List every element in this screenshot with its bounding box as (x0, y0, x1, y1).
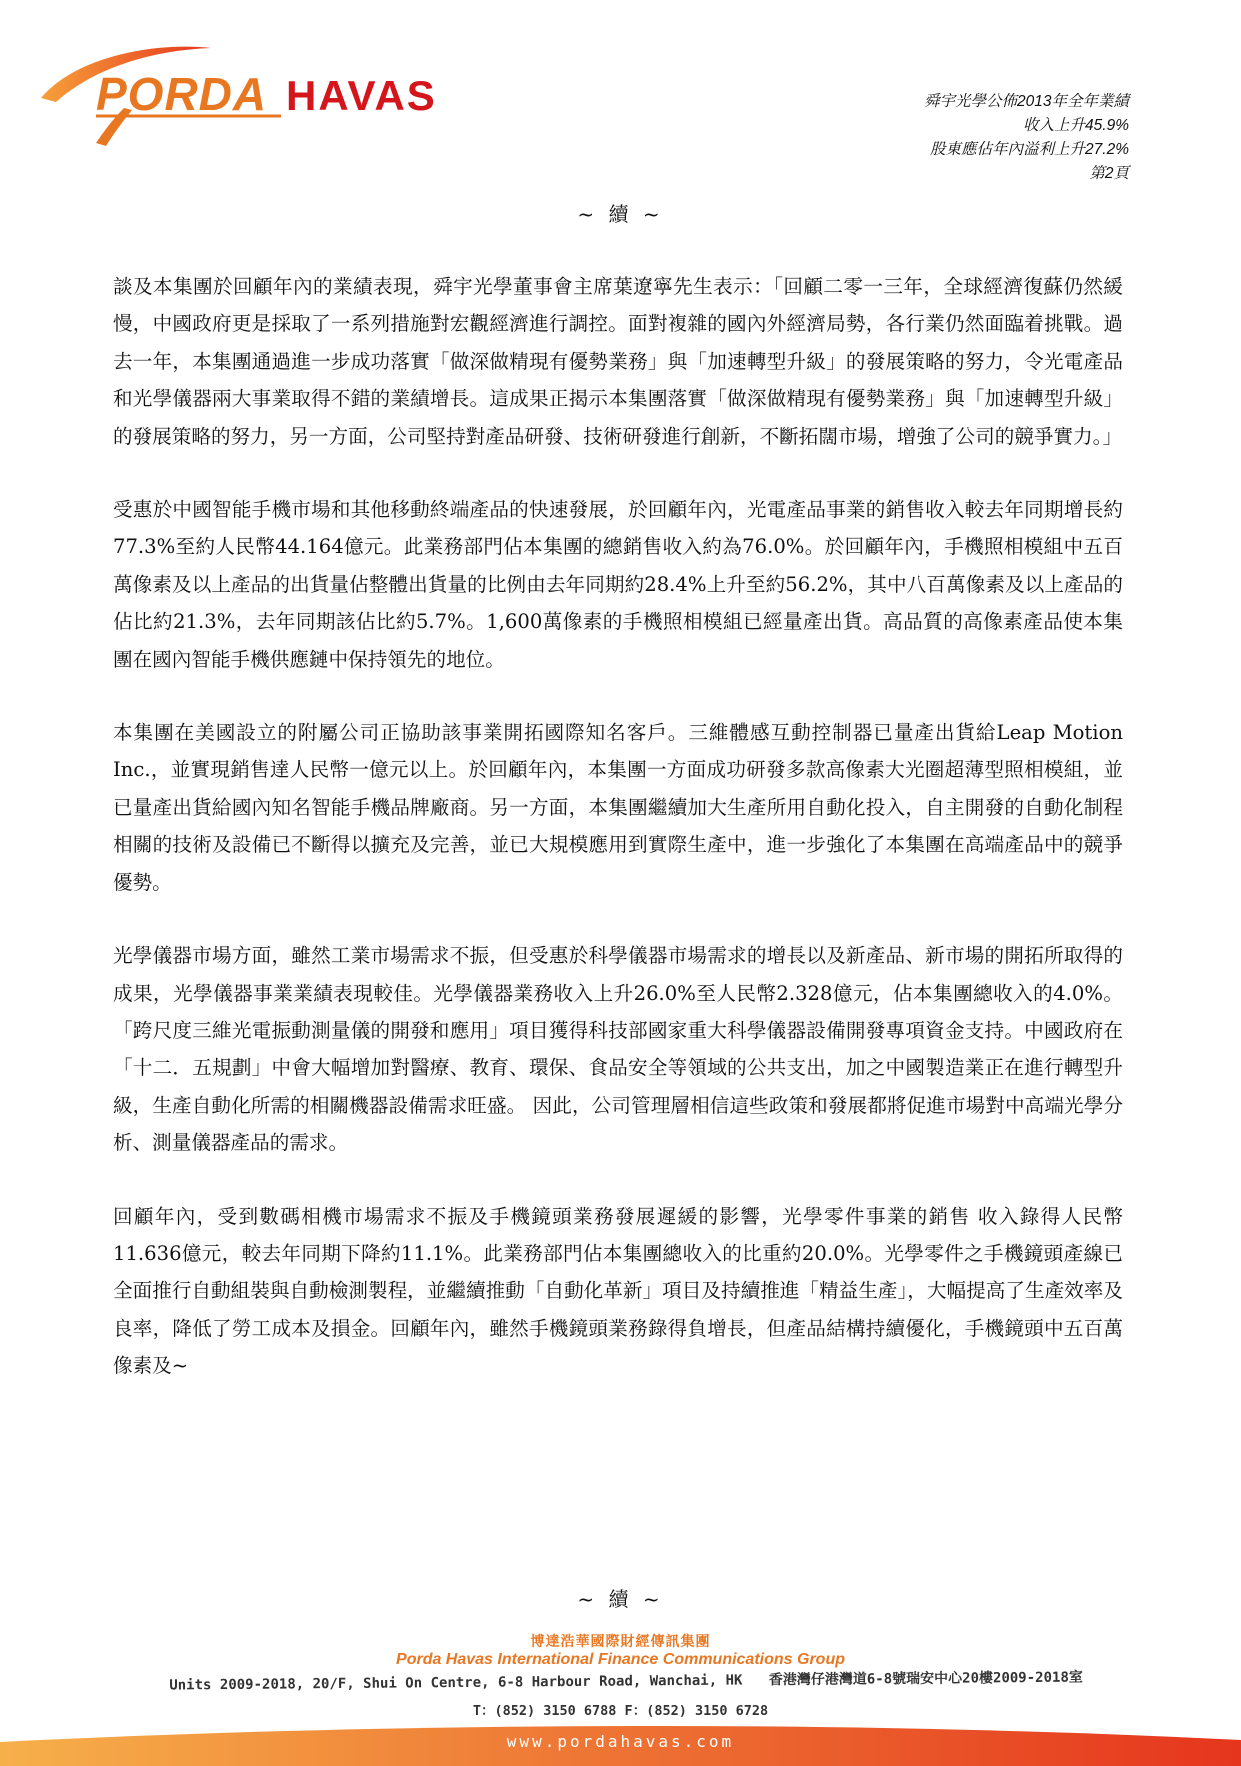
svg-text:PORDA: PORDA (96, 68, 268, 120)
footer-phone-fax: T：(852) 3150 6788 F：(852) 3150 6728 (472, 1703, 769, 1719)
footer-website: www.pordahavas.com (506, 1732, 735, 1751)
paragraph-optical-components: 回顧年內，受到數碼相機市場需求不振及手機鏡頭業務發展遲緩的影響，光學零件事業的銷售 收入錄得人民幣11.636億元，較去年同期下降約11.1%。此業務部門佔本集團總收入的比重約20.0%。光學零件之手機鏡頭產線已全面推行自動組裝與自動檢測製程，並繼續推動「自動化革新」項目及持續推進「精益生產」，大幅提高了生產效率及良率，降低了勞工成本及損金。回顧年內，雖然手機鏡頭業務錄得負增長，但產品結構持續優化，手機鏡頭中五百萬像素及~ (113, 1204, 1123, 1378)
porda-havas-logo (36, 38, 526, 158)
release-header (924, 90, 1129, 186)
paragraph-optoelectronic: 受惠於中國智能手機市場和其他移動終端產品的快速發展，於回顧年內，光電產品事業的銷售收入較去年同期增長約77.3%至約人民幣44.164億元。此業務部門佔本集團的總銷售收入約為76.0%。於回顧年內，手機照相模組中五百萬像素及以上產品的出貨量佔整體出貨量的比例由去年同期約28.4%上升至約56.2%，其中八百萬像素及以上產品的佔比約21.3%，去年同期該佔比約5.7%。1,600萬像素的手機照相模組已經量產出貨。高品質的高像素產品使本集團在國內智能手機供應鏈中保持領先的地位。 (113, 498, 1123, 671)
footer-address-cn: 香港灣仔港灣道6-8號瑞安中心20樓2009-2018室 (768, 1669, 1083, 1689)
paragraph-us-subsidiary: 本集團在美國設立的附屬公司正協助該事業開拓國際知名客戶。三維體感互動控制器已量產出貨給Leap Motion Inc.，並實現銷售達人民幣一億元以上。於回顧年內，本集團一方面成功研發多款高像素大光圈超薄型照相模組，並已量產出貨給國內知名智能手機品牌廠商。另一方面，本集團繼續加大生產所用自動化投入，自主開發的自動化制程相關的技術及設備已不斷得以擴充及完善，並已大規模應用到實際生產中，進一步強化了本集團在高端產品中的競爭優勢。 (113, 721, 1123, 894)
footer-address-en: Units 2009-2018, 20/F, Shui On Centre, 6-8 Harbour Road, Wanchai, HK (169, 1672, 743, 1694)
body-text (113, 268, 1123, 1385)
headline-line-2: 收入上升45.9% (1023, 117, 1129, 134)
page-number: 第2頁 (1089, 165, 1129, 182)
continued-marker-bottom: ~ 續 ~ (577, 1587, 664, 1611)
headline-line-1: 舜宇光學公佈2013年全年業績 (924, 93, 1129, 110)
paragraph-optical-instruments: 光學儀器市場方面，雖然工業市場需求不振，但受惠於科學儀器市場需求的增長以及新產品、新市場的開拓所取得的成果，光學儀器事業業績表現較佳。光學儀器業務收入上升26.0%至人民幣2.328億元，佔本集團總收入的4.0%。「跨尺度三維光電振動測量儀的開發和應用」項目獲得科技部國家重大科學儀器設備開發專項資金支持。中國政府在「十二．五規劃」中會大幅增加對醫療、教育、環保、食品安全等領域的公共支出，加之中國製造業正在進行轉型升級，生產自動化所需的相關機器設備需求旺盛。 因此，公司管理層相信這些政策和發展都將促進市場對中高端光學分析、測量儀器產品的需求。 (113, 944, 1123, 1155)
footer-address (115, 1666, 1155, 1695)
paragraph-chairman-remarks: 談及本集團於回顧年內的業績表現，舜宇光學董事會主席葉遼寧先生表示：「回顧二零一三年，全球經濟復蘇仍然緩慢，中國政府更是採取了一系列措施對宏觀經濟進行調控。面對複雜的國內外經濟局勢，各行業仍然面臨着挑戰。過去一年，本集團通過進一步成功落實「做深做精現有優勢業務」與「加速轉型升級」的發展策略的努力，令光電產品和光學儀器兩大事業取得不錯的業績增長。這成果正揭示本集團落實「做深做精現有優勢業務」與「加速轉型升級」的發展策略的努力，另一方面，公司堅持對產品研發、技術研發進行創新，不斷拓闊市場，增強了公司的競爭實力。」 (113, 275, 1123, 448)
footer-group-name-en: Porda Havas International Finance Communications Group (396, 1651, 845, 1668)
continued-marker-top: ~ 續 ~ (577, 202, 664, 226)
headline-line-3: 股東應佔年內溢利上升27.2% (930, 141, 1129, 158)
svg-text:HAVAS: HAVAS (286, 72, 437, 119)
footer-group-name-cn: 博達浩華國際財經傳訊集團 (530, 1634, 711, 1650)
